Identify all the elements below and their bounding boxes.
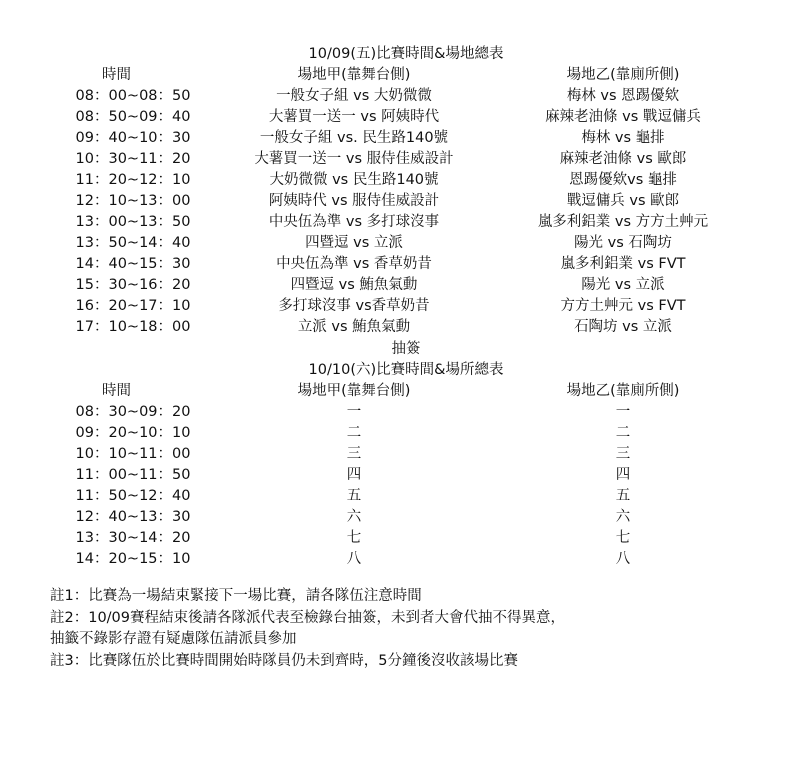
match-time: 08：30~09：20 <box>75 404 191 420</box>
day1-header-venue-a: 場地甲(靠舞台側) <box>297 67 411 83</box>
note-3: 註3：比賽隊伍於比賽時間開始時隊員仍未到齊時，5分鐘後沒收該場比賽 <box>50 653 518 669</box>
venue-a-slot: 一 <box>346 404 362 420</box>
draw-label: 抽簽 <box>391 341 421 357</box>
venue-b-slot: 四 <box>615 467 631 483</box>
venue-a-match: 四暨逗 vs 立派 <box>305 235 403 251</box>
venue-a-slot: 三 <box>346 446 362 462</box>
venue-a-match: 一般女子組 vs 大奶微微 <box>276 88 432 104</box>
venue-b-slot: 三 <box>615 446 631 462</box>
venue-a-match: 四暨逗 vs 鮪魚氣動 <box>290 277 418 293</box>
venue-b-slot: 七 <box>615 530 631 546</box>
match-time: 13：00~13：50 <box>75 214 191 230</box>
match-time: 14：20~15：10 <box>75 551 191 567</box>
venue-b-slot: 八 <box>615 551 631 567</box>
venue-a-match: 立派 vs 鮪魚氣動 <box>297 319 411 335</box>
venue-b-match: 陽光 vs 立派 <box>581 277 665 293</box>
match-time: 13：50~14：40 <box>75 235 191 251</box>
venue-a-slot: 七 <box>346 530 362 546</box>
day1-header-venue-b: 場地乙(靠廁所側) <box>566 67 680 83</box>
match-time: 13：30~14：20 <box>75 530 191 546</box>
match-time: 10：30~11：20 <box>75 151 191 167</box>
venue-b-slot: 一 <box>615 404 631 420</box>
note-1: 註1：比賽為一場結束緊接下一場比賽，請各隊伍注意時間 <box>50 588 422 604</box>
day2-header-venue-b: 場地乙(靠廁所側) <box>566 383 680 399</box>
venue-a-match: 中央伍為準 vs 多打球沒事 <box>268 214 440 230</box>
match-time: 08：00~08：50 <box>75 88 191 104</box>
match-time: 12：10~13：00 <box>75 193 191 209</box>
match-time: 17：10~18：00 <box>75 319 191 335</box>
venue-a-match: 阿姨時代 vs 服侍佳威設計 <box>268 193 440 209</box>
venue-a-match: 大奶微微 vs 民生路140號 <box>269 172 439 188</box>
venue-b-match: 恩踢優欸vs 龜排 <box>569 172 677 188</box>
venue-b-match: 石陶坊 vs 立派 <box>574 319 672 335</box>
match-time: 08：50~09：40 <box>75 109 191 125</box>
venue-a-match: 大薯買一送一 vs 服侍佳威設計 <box>254 151 454 167</box>
day2-title: 10/10(六)比賽時間&場所總表 <box>308 362 504 378</box>
match-time: 09：40~10：30 <box>75 130 191 146</box>
venue-b-match: 方方土艸元 vs FVT <box>560 298 686 314</box>
venue-a-match: 中央伍為準 vs 香草奶昔 <box>276 256 432 272</box>
venue-b-match: 陽光 vs 石陶坊 <box>574 235 672 251</box>
venue-b-match: 梅林 vs 恩踢優欸 <box>566 88 680 104</box>
venue-a-match: 一般女子組 vs. 民生路140號 <box>259 130 449 146</box>
venue-a-slot: 五 <box>346 488 362 504</box>
venue-b-slot: 二 <box>615 425 631 441</box>
match-time: 14：40~15：30 <box>75 256 191 272</box>
venue-a-slot: 八 <box>346 551 362 567</box>
note-2: 註2：10/09賽程結束後請各隊派代表至檢錄台抽簽，未到者大會代抽不得異意， <box>50 610 566 626</box>
day2-header-venue-a: 場地甲(靠舞台側) <box>297 383 411 399</box>
venue-a-match: 多打球沒事 vs香草奶昔 <box>278 298 430 314</box>
venue-b-slot: 六 <box>615 509 631 525</box>
venue-a-slot: 六 <box>346 509 362 525</box>
match-time: 11：00~11：50 <box>75 467 191 483</box>
venue-b-match: 麻辣老油條 vs 歐郎 <box>559 151 687 167</box>
venue-b-slot: 五 <box>615 488 631 504</box>
venue-a-slot: 四 <box>346 467 362 483</box>
venue-b-match: 嵐多利鋁業 vs FVT <box>560 256 686 272</box>
match-time: 11：20~12：10 <box>75 172 191 188</box>
match-time: 09：20~10：10 <box>75 425 191 441</box>
match-time: 15：30~16：20 <box>75 277 191 293</box>
day2-header-time: 時間 <box>102 383 131 399</box>
day1-title: 10/09(五)比賽時間&場地總表 <box>308 46 504 62</box>
venue-a-slot: 二 <box>346 425 362 441</box>
venue-b-match: 梅林 vs 龜排 <box>581 130 665 146</box>
match-time: 16：20~17：10 <box>75 298 191 314</box>
venue-b-match: 嵐多利鋁業 vs 方方土艸元 <box>537 214 709 230</box>
match-time: 12：40~13：30 <box>75 509 191 525</box>
venue-a-match: 大薯買一送一 vs 阿姨時代 <box>268 109 440 125</box>
venue-b-match: 麻辣老油條 vs 戰逗傭兵 <box>545 109 701 125</box>
match-time: 10：10~11：00 <box>75 446 191 462</box>
day1-header-time: 時間 <box>102 67 131 83</box>
venue-b-match: 戰逗傭兵 vs 歐郎 <box>566 193 680 209</box>
note-2-continued: 抽籤不錄影存證有疑慮隊伍請派員參加 <box>50 631 297 647</box>
match-time: 11：50~12：40 <box>75 488 191 504</box>
